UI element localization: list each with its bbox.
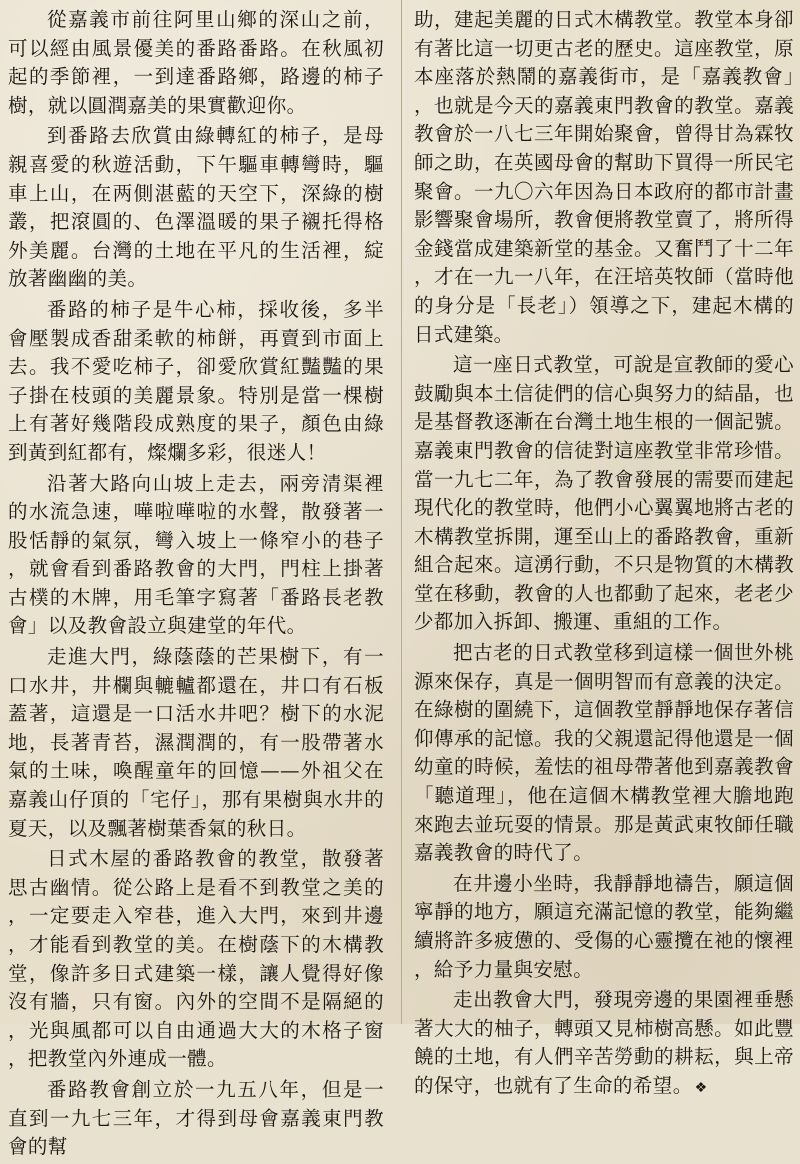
column-divider <box>401 0 402 1024</box>
paragraph-3: 番路的柿子是牛心柿，採收後，多半會壓製成香甜柔軟的柿餅，再賣到市面上去。我不愛吃柿子，卻愛欣賞紅豔豔的果子掛在枝頭的美麗景象。特別是當一棵樹上有著好幾階段成熟度的果子，顏色由綠到黃到紅都有，燦爛多彩，很迷人！ <box>8 297 384 464</box>
article-column-left <box>8 6 392 1164</box>
paragraph-7: 番路教會創立於一九五八年，但是一直到一九七三年，才得到母會嘉義東門教會的幫 <box>8 1077 384 1159</box>
paragraph-10: 在井邊小坐時，我靜靜地禱告，願這個寧靜的地方，願這充滿記憶的教堂，能夠繼續將許多疲憊的、受傷的心靈攬在祂的懷裡，給予力量與安慰。 <box>414 871 794 981</box>
paragraph-11 <box>414 986 794 1102</box>
paragraph-11-text: 走出教會大門，發現旁邊的果園裡垂懸著大大的柚子，轉頭又見柿樹高懸。如此豐饒的土地，有人們辛苦勞動的耕耘，與上帝的保守，也就有了生命的希望。 <box>414 988 794 1097</box>
paragraph-1: 從嘉義市前往阿里山鄉的深山之前，可以經由風景優美的番路番路。在秋風初起的季節裡，一到達番路鄉，路邊的柿子樹，就以圓潤嘉美的果實歡迎你。 <box>8 8 384 117</box>
paragraph-8: 這一座日式教堂，可說是宣教師的愛心鼓勵與本土信徒們的信心與努力的結晶，也是基督教逐漸在台灣土地生根的一個記號。嘉義東門教會的信徒對這座教堂非常珍惜。當一九七二年，為了教會發展的需要而建起現代化的教堂時，他們小心翼翼地將古老的木構教堂拆開，運至山上的番路教會，重新組合起來。這湧行動，不只是物質的木構教堂在移動，教會的人也都動了起來，老老少少都加入拆卸、搬運、重組的工作。 <box>414 353 794 634</box>
paragraph-6: 日式木屋的番路教會的教堂，散發著思古幽情。從公路上是看不到教堂之美的，一定要走入窄巷，進入大門，來到井邊，才能看到教堂的美。在樹蔭下的木構教堂，像許多日式建築一樣，讓人覺得好像沒有牆，只有窗。內外的空間不是隔絕的，光與風都可以自由通過大大的木格子窗，把教堂內外連成一體。 <box>8 847 384 1071</box>
paragraph-4: 沿著大路向山坡上走去，兩旁清渠裡的水流急速，嘩啦嘩啦的水聲，散發著一股恬靜的氣氛，彎入坡上一條窄小的巷子，就會看到番路教會的大門，門柱上掛著古樸的木牌，用毛筆字寫著「番路長老教會」以及教會設立與建堂的年代。 <box>8 471 384 638</box>
paragraph-5: 走進大門，綠蔭蔭的芒果樹下，有一口水井，井欄與轆轤都還在，井口有石板蓋著，這還是一口活水井吧？樹下的水泥地，長著青苔，濕潤潤的，有一股帶著水氣的土味，喚醒童年的回憶——外祖父在嘉義山仔頂的「宅仔」，那有果樹與水井的夏天，以及飄著樹葉香氣的秋日。 <box>8 645 384 840</box>
article-column-right <box>410 6 794 1105</box>
paragraph-7-continued: 助，建起美麗的日式木構教堂。教堂本身卻有著比這一切更古老的歷史。這座教堂，原本座落於熱鬧的嘉義街市，是「嘉義教會」，也就是今天的嘉義東門教會的教堂。嘉義教會於一八七三年開始聚會，曾得甘為霖牧師之助，在英國母會的幫助下買得一所民宅聚會。一九〇六年因為日本政府的都市計畫影響聚會場所，教會便將教堂賣了，將所得金錢當成建築新堂的基金。又奮鬥了十二年，才在一九一八年，在汪培英牧師（當時他的身分是「長老」）領導之下，建起木構的日式建築。 <box>414 8 794 346</box>
paragraph-2: 到番路去欣賞由綠轉紅的柿子，是母親喜愛的秋遊活動，下午驅車轉彎時，驅車上山，在两側湛藍的天空下，深綠的樹叢，把滾圓的、色澤溫暖的果子襯托得格外美麗。台灣的土地在平凡的生活裡，綻放著幽幽的美。 <box>8 124 384 291</box>
paragraph-9: 把古老的日式教堂移到這樣一個世外桃源來保存，真是一個明智而有意義的決定。在綠樹的圍繞下，這個教堂靜靜地保存著信仰傳承的記憶。我的父親還記得他還是一個幼童的時候，羞怯的祖母帶著他到嘉義教會「聽道理」，他在這個木構教堂裡大膽地跑來跑去並玩耍的情景。那是黃武東牧師任職嘉義教會的時代了。 <box>414 641 794 865</box>
end-mark-icon: ❖ <box>694 1079 708 1096</box>
